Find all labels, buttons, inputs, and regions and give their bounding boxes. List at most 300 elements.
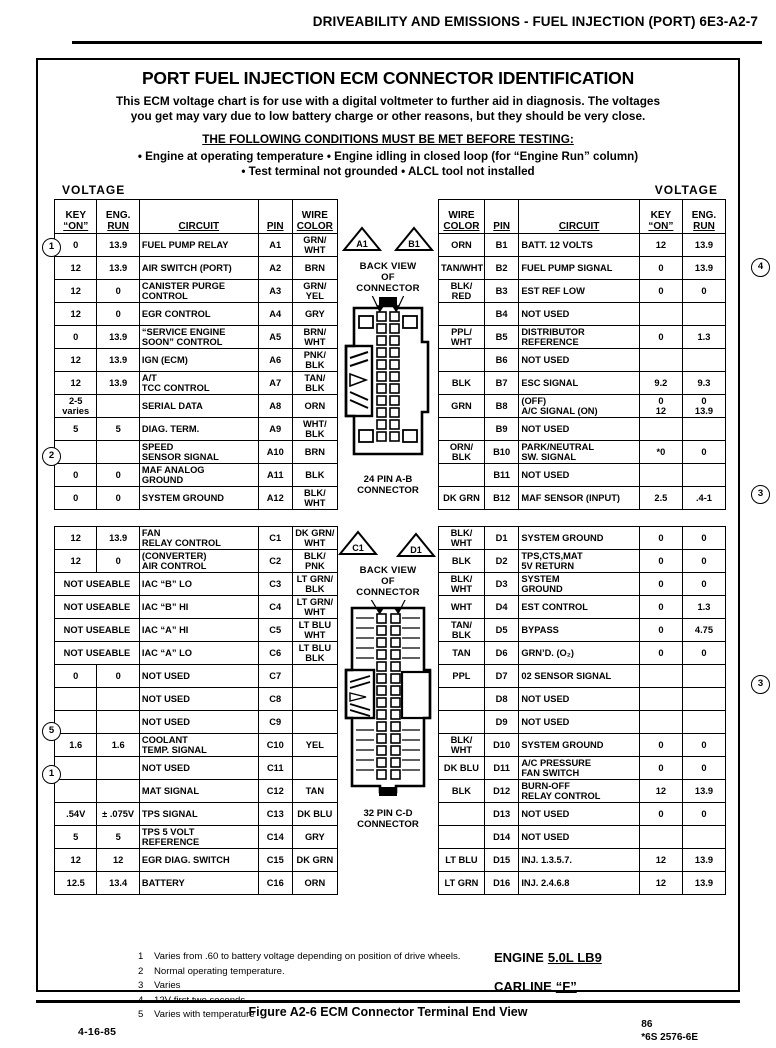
cell-circuit: NOT USED	[519, 826, 640, 849]
cell-circuit: BYPASS	[519, 619, 640, 642]
table-row	[439, 711, 726, 734]
cell-eng-run	[682, 665, 725, 688]
col-circuit: CIRCUIT	[519, 200, 640, 234]
cell-wire-color	[292, 688, 337, 711]
cell-pin: D10	[484, 734, 518, 757]
cell-key-on: 5	[55, 826, 97, 849]
cell-circuit: INJ. 2.4.6.8	[519, 872, 640, 895]
table-row	[439, 349, 726, 372]
table-row	[55, 619, 338, 642]
cell-key-on: 2.5	[639, 487, 682, 510]
cell-wire-color: BLK/ PNK	[292, 550, 337, 573]
cell-eng-run: 13.9	[682, 234, 725, 257]
col-pin: PIN	[258, 200, 292, 234]
cell-key-on: 12	[55, 280, 97, 303]
cell-key-on: *0	[639, 441, 682, 464]
cell-eng-run	[97, 711, 139, 734]
cell-key-on: 12	[55, 349, 97, 372]
table-row	[55, 803, 338, 826]
footnote-number: 5	[138, 1009, 144, 1020]
cell-circuit: TPS SIGNAL	[139, 803, 258, 826]
cell-key-on: 12	[55, 303, 97, 326]
cell-key-on: 0	[639, 757, 682, 780]
conditions-bullet-2: • Test terminal not grounded • ALCL tool not installed	[241, 165, 535, 178]
cell-pin: D7	[484, 665, 518, 688]
table-row	[439, 257, 726, 280]
table-connector-c	[54, 526, 338, 895]
cell-circuit: INJ. 1.3.5.7.	[519, 849, 640, 872]
footnote-item	[138, 979, 518, 994]
cell-pin: C16	[258, 872, 292, 895]
cell-key-on: 0	[639, 734, 682, 757]
table-body-d	[439, 527, 726, 895]
cell-eng-run: 0	[682, 573, 725, 596]
cell-eng-run: 0	[682, 441, 725, 464]
cell-wire-color: YEL	[292, 734, 337, 757]
connector-cd-art	[338, 600, 438, 805]
table-row	[55, 418, 338, 441]
cell-key-on	[55, 688, 97, 711]
col-key-on: KEY “ON”	[55, 200, 97, 234]
cell-pin: C4	[258, 596, 292, 619]
cell-key-on: 12	[639, 849, 682, 872]
svg-text:B1: B1	[408, 239, 420, 249]
cell-pin: B9	[484, 418, 518, 441]
table-row	[55, 642, 338, 665]
cell-key-on: NOT USEABLE	[55, 596, 140, 619]
table-row	[55, 257, 338, 280]
table-row	[439, 234, 726, 257]
cell-key-on: 12	[55, 257, 97, 280]
table-header-row	[439, 200, 726, 234]
cell-pin: A1	[258, 234, 292, 257]
cell-pin: A11	[258, 464, 292, 487]
cell-eng-run: 13.9	[682, 780, 725, 803]
cell-wire-color: PPL/ WHT	[439, 326, 485, 349]
cell-eng-run: 13.9	[97, 372, 139, 395]
cell-eng-run	[682, 826, 725, 849]
cell-key-on: 0	[639, 257, 682, 280]
table-row	[55, 780, 338, 803]
table-connector-b	[438, 199, 726, 510]
cell-pin: C6	[258, 642, 292, 665]
cell-wire-color: GRY	[292, 826, 337, 849]
col-wire-color: WIRE COLOR	[439, 200, 485, 234]
cell-pin: D1	[484, 527, 518, 550]
cell-circuit: NOT USED	[519, 711, 640, 734]
table-row	[55, 464, 338, 487]
table-row	[439, 550, 726, 573]
footnote-text: Varies	[154, 980, 181, 991]
table-row	[439, 803, 726, 826]
cell-eng-run	[97, 441, 139, 464]
cell-wire-color: DK GRN/ WHT	[292, 527, 337, 550]
cell-wire-color: LT GRN/ BLK	[292, 573, 337, 596]
table-row	[55, 280, 338, 303]
cell-eng-run: 0	[682, 280, 725, 303]
cell-circuit: SYSTEM GROUND	[139, 487, 258, 510]
cell-key-on: 0	[639, 619, 682, 642]
cell-eng-run	[97, 395, 139, 418]
back-view-label-cd: BACK VIEW OF CONNECTOR	[356, 565, 420, 598]
cell-wire-color: BLK	[439, 550, 485, 573]
cell-pin: A12	[258, 487, 292, 510]
table-row	[55, 711, 338, 734]
cell-key-on	[55, 780, 97, 803]
cell-eng-run: 13.9	[97, 527, 139, 550]
table-row	[439, 665, 726, 688]
cell-pin: C11	[258, 757, 292, 780]
cell-wire-color: TAN	[292, 780, 337, 803]
table-row	[439, 395, 726, 418]
figure-subtext-2: you get may vary due to low battery charge or other reasons, but they should be very close.	[130, 108, 646, 123]
cell-pin: D12	[484, 780, 518, 803]
cell-circuit: NOT USED	[519, 303, 640, 326]
cell-pin: C9	[258, 711, 292, 734]
table-row	[55, 550, 338, 573]
cell-pin: B7	[484, 372, 518, 395]
footnote-item	[138, 965, 518, 980]
table-row	[439, 464, 726, 487]
cell-key-on	[639, 303, 682, 326]
cell-key-on: 5	[55, 418, 97, 441]
table-row	[439, 757, 726, 780]
cell-wire-color: TAN/ BLK	[439, 619, 485, 642]
cell-wire-color: GRN	[439, 395, 485, 418]
cell-key-on	[639, 826, 682, 849]
cell-circuit: MAF ANALOG GROUND	[139, 464, 258, 487]
cell-key-on: 12	[55, 527, 97, 550]
cell-wire-color: WHT/ BLK	[292, 418, 337, 441]
table-row	[55, 349, 338, 372]
cell-key-on: 0	[639, 527, 682, 550]
cell-eng-run: 13.9	[682, 849, 725, 872]
cell-pin: D16	[484, 872, 518, 895]
cell-wire-color	[292, 757, 337, 780]
cell-key-on	[55, 441, 97, 464]
cell-circuit: SYSTEM GROUND	[519, 734, 640, 757]
cell-key-on	[639, 688, 682, 711]
cell-pin: D3	[484, 573, 518, 596]
table-connector-a	[54, 199, 338, 510]
carline-line: CARLINE “F”	[494, 979, 577, 994]
cell-pin: C1	[258, 527, 292, 550]
cell-pin: A8	[258, 395, 292, 418]
svg-text:D1: D1	[410, 545, 422, 555]
col-wire-color: WIRE COLOR	[292, 200, 337, 234]
footnote-text: Varies from .60 to battery voltage depending on position of drive wheels.	[154, 951, 461, 962]
cell-circuit: SPEED SENSOR SIGNAL	[139, 441, 258, 464]
cell-key-on: 0	[639, 596, 682, 619]
cell-eng-run: 13.9	[97, 234, 139, 257]
cell-wire-color: BLK	[292, 464, 337, 487]
cell-circuit: EST REF LOW	[519, 280, 640, 303]
cell-key-on: 0	[639, 326, 682, 349]
cell-circuit: NOT USED	[519, 418, 640, 441]
back-view-label-ab: BACK VIEW OF CONNECTOR	[356, 261, 420, 294]
title-block	[38, 60, 738, 181]
table-row	[439, 596, 726, 619]
cell-circuit: IAC “A” HI	[139, 619, 258, 642]
cell-pin: B12	[484, 487, 518, 510]
cell-circuit: BATT. 12 VOLTS	[519, 234, 640, 257]
cell-circuit: TPS 5 VOLT REFERENCE	[139, 826, 258, 849]
cell-wire-color: TAN/WHT	[439, 257, 485, 280]
callout-d1	[396, 532, 436, 558]
table-row	[55, 826, 338, 849]
cell-wire-color: BLK/ RED	[439, 280, 485, 303]
table-row	[439, 372, 726, 395]
cell-pin: C5	[258, 619, 292, 642]
cell-pin: A10	[258, 441, 292, 464]
cell-wire-color: BLK/ WHT	[439, 734, 485, 757]
col-key-on: KEY “ON”	[639, 200, 682, 234]
cell-wire-color	[439, 464, 485, 487]
table-row	[55, 487, 338, 510]
cell-circuit: EGR CONTROL	[139, 303, 258, 326]
note-marker-a10: 2	[42, 447, 61, 466]
cell-eng-run: 13.9	[97, 326, 139, 349]
cell-key-on	[639, 418, 682, 441]
svg-text:A1: A1	[356, 239, 368, 249]
cell-pin: A5	[258, 326, 292, 349]
cell-eng-run: .4-1	[682, 487, 725, 510]
table-row	[55, 234, 338, 257]
table-row	[439, 734, 726, 757]
col-eng-run: ENG. RUN	[97, 200, 139, 234]
cell-eng-run	[682, 418, 725, 441]
cell-wire-color: BRN	[292, 257, 337, 280]
caption-rule	[36, 1000, 740, 1003]
cell-pin: B11	[484, 464, 518, 487]
cell-pin: D15	[484, 849, 518, 872]
table-row	[439, 619, 726, 642]
cell-pin: A7	[258, 372, 292, 395]
cell-eng-run	[682, 688, 725, 711]
cell-key-on: 12	[639, 872, 682, 895]
cell-pin: A2	[258, 257, 292, 280]
cell-key-on: NOT USEABLE	[55, 642, 140, 665]
cell-wire-color: LT GRN	[439, 872, 485, 895]
cell-wire-color: ORN/ BLK	[439, 441, 485, 464]
cell-key-on: 1.6	[55, 734, 97, 757]
cell-eng-run: 0	[97, 487, 139, 510]
header-rule	[72, 41, 762, 44]
cell-eng-run	[682, 711, 725, 734]
cell-wire-color: DK GRN	[439, 487, 485, 510]
cell-circuit: 02 SENSOR SIGNAL	[519, 665, 640, 688]
figure-subtext-1: This ECM voltage chart is for use with a digital voltmeter to further aid in diagnosis. The voltages	[115, 94, 661, 108]
voltage-caption-left: VOLTAGE	[62, 183, 126, 197]
table-row	[55, 688, 338, 711]
cell-pin: B8	[484, 395, 518, 418]
cell-eng-run: 1.3	[682, 596, 725, 619]
note-marker-b12: 3	[751, 485, 770, 504]
figure-caption: Figure A2-6 ECM Connector Terminal End View	[248, 1005, 528, 1019]
cell-key-on: 0	[639, 550, 682, 573]
cell-circuit: IAC “B” LO	[139, 573, 258, 596]
cell-eng-run	[682, 303, 725, 326]
page-header-title: DRIVEABILITY AND EMISSIONS - FUEL INJECTION (PORT) 6E3-A2-7	[312, 14, 758, 29]
cell-wire-color	[439, 349, 485, 372]
cell-eng-run: ± .075V	[97, 803, 139, 826]
cell-key-on: 12	[639, 780, 682, 803]
cell-eng-run: 0	[682, 527, 725, 550]
table-row	[55, 757, 338, 780]
cell-wire-color: GRN/ WHT	[292, 234, 337, 257]
cell-eng-run: 0	[97, 550, 139, 573]
cell-eng-run: 0	[682, 642, 725, 665]
cell-eng-run	[97, 757, 139, 780]
table-row	[439, 326, 726, 349]
cell-eng-run	[97, 688, 139, 711]
cell-wire-color: DK BLU	[439, 757, 485, 780]
footnote-text: Varies with temperature	[154, 1009, 255, 1020]
cell-pin: C7	[258, 665, 292, 688]
note-marker-d7: 3	[751, 675, 770, 694]
cell-circuit: NOT USED	[519, 688, 640, 711]
cell-eng-run: 0	[682, 734, 725, 757]
note-marker-a1: 1	[42, 238, 61, 257]
cell-circuit: NOT USED	[519, 349, 640, 372]
cell-eng-run: 0	[682, 757, 725, 780]
cell-pin: B5	[484, 326, 518, 349]
table-row	[439, 280, 726, 303]
cell-key-on	[639, 711, 682, 734]
table-body-b	[439, 234, 726, 510]
cell-key-on	[639, 665, 682, 688]
cell-eng-run: 0	[97, 464, 139, 487]
cell-circuit: BATTERY	[139, 872, 258, 895]
cell-pin: C2	[258, 550, 292, 573]
cell-eng-run: 0 13.9	[682, 395, 725, 418]
col-circuit: CIRCUIT	[139, 200, 258, 234]
cell-pin: C10	[258, 734, 292, 757]
table-row	[55, 849, 338, 872]
cell-circuit: IAC “B” HI	[139, 596, 258, 619]
cell-pin: C12	[258, 780, 292, 803]
table-row	[439, 872, 726, 895]
callout-b1	[394, 226, 434, 252]
cell-pin: C8	[258, 688, 292, 711]
cell-circuit: SERIAL DATA	[139, 395, 258, 418]
cell-circuit: EST CONTROL	[519, 596, 640, 619]
footnote-number: 1	[138, 951, 144, 962]
cell-circuit: NOT USED	[139, 711, 258, 734]
cell-wire-color: DK GRN	[292, 849, 337, 872]
cell-wire-color: LT GRN/ WHT	[292, 596, 337, 619]
cell-wire-color: BRN	[292, 441, 337, 464]
cell-key-on: 12.5	[55, 872, 97, 895]
footnote-text: Normal operating temperature.	[154, 965, 285, 977]
cell-wire-color: GRN/ YEL	[292, 280, 337, 303]
table-row	[55, 527, 338, 550]
cell-wire-color	[439, 711, 485, 734]
connector-cd-diagram	[338, 530, 438, 830]
footnote-item	[138, 950, 518, 965]
cell-circuit: A/T TCC CONTROL	[139, 372, 258, 395]
cell-circuit: “SERVICE ENGINE SOON” CONTROL	[139, 326, 258, 349]
cell-eng-run: 4.75	[682, 619, 725, 642]
cell-circuit: GRN’D. (O₂)	[519, 642, 640, 665]
note-marker-c12: 1	[42, 765, 61, 784]
table-connector-d	[438, 526, 726, 895]
cell-eng-run: 5	[97, 418, 139, 441]
cell-eng-run: 1.3	[682, 326, 725, 349]
table-row	[55, 872, 338, 895]
cell-wire-color	[439, 826, 485, 849]
code-year: 86	[641, 1019, 653, 1030]
cell-wire-color: ORN	[439, 234, 485, 257]
cell-pin: B10	[484, 441, 518, 464]
cell-key-on: 0	[639, 280, 682, 303]
cell-pin: B6	[484, 349, 518, 372]
cell-eng-run: 0	[97, 280, 139, 303]
svg-text:C1: C1	[352, 543, 364, 553]
conditions-bullet-1: • Engine at operating temperature • Engine idling in closed loop (for “Engine Run” column)	[137, 150, 639, 163]
document-codes	[641, 1018, 698, 1044]
table-row	[55, 573, 338, 596]
cell-circuit: FUEL PUMP RELAY	[139, 234, 258, 257]
cell-eng-run: 1.6	[97, 734, 139, 757]
left-column	[54, 182, 338, 895]
cell-eng-run: 0	[682, 550, 725, 573]
cell-eng-run: 13.9	[97, 349, 139, 372]
connector-ab-diagram	[338, 226, 438, 496]
table-row	[55, 372, 338, 395]
table-row	[439, 642, 726, 665]
cell-circuit: SYSTEM GROUND	[519, 573, 640, 596]
callout-c1	[338, 530, 378, 556]
cell-circuit: NOT USED	[139, 757, 258, 780]
cell-wire-color: WHT	[439, 596, 485, 619]
cell-key-on: 0	[639, 803, 682, 826]
cell-key-on: 2-5 varies	[55, 395, 97, 418]
cell-key-on: 0	[639, 573, 682, 596]
cell-pin: A3	[258, 280, 292, 303]
tables-grid	[38, 182, 738, 942]
table-row	[439, 441, 726, 464]
cell-eng-run: 12	[97, 849, 139, 872]
table-row	[55, 326, 338, 349]
note-marker-b2: 4	[751, 258, 770, 277]
cell-pin: D8	[484, 688, 518, 711]
table-row	[439, 418, 726, 441]
cell-eng-run	[97, 780, 139, 803]
cell-key-on: 0	[55, 234, 97, 257]
table-body-a	[55, 234, 338, 510]
table-row	[55, 734, 338, 757]
cell-pin: A9	[258, 418, 292, 441]
connector-ab-label: 24 PIN A-B CONNECTOR	[357, 474, 419, 496]
cell-wire-color: BLK	[439, 780, 485, 803]
cell-key-on: 12	[55, 372, 97, 395]
cell-pin: B4	[484, 303, 518, 326]
connector-diagram-column	[338, 182, 438, 830]
table-row	[55, 441, 338, 464]
cell-circuit: CANISTER PURGE CONTROL	[139, 280, 258, 303]
cell-circuit: NOT USED	[519, 464, 640, 487]
cell-wire-color: BLK/ WHT	[439, 573, 485, 596]
cell-eng-run	[682, 464, 725, 487]
callout-a1	[342, 226, 382, 252]
cell-wire-color: LT BLU	[439, 849, 485, 872]
table-row	[55, 303, 338, 326]
table-row	[439, 303, 726, 326]
figure-heading: PORT FUEL INJECTION ECM CONNECTOR IDENTIFICATION	[141, 68, 635, 88]
cell-circuit: DISTRIBUTOR REFERENCE	[519, 326, 640, 349]
cell-circuit: IGN (ECM)	[139, 349, 258, 372]
